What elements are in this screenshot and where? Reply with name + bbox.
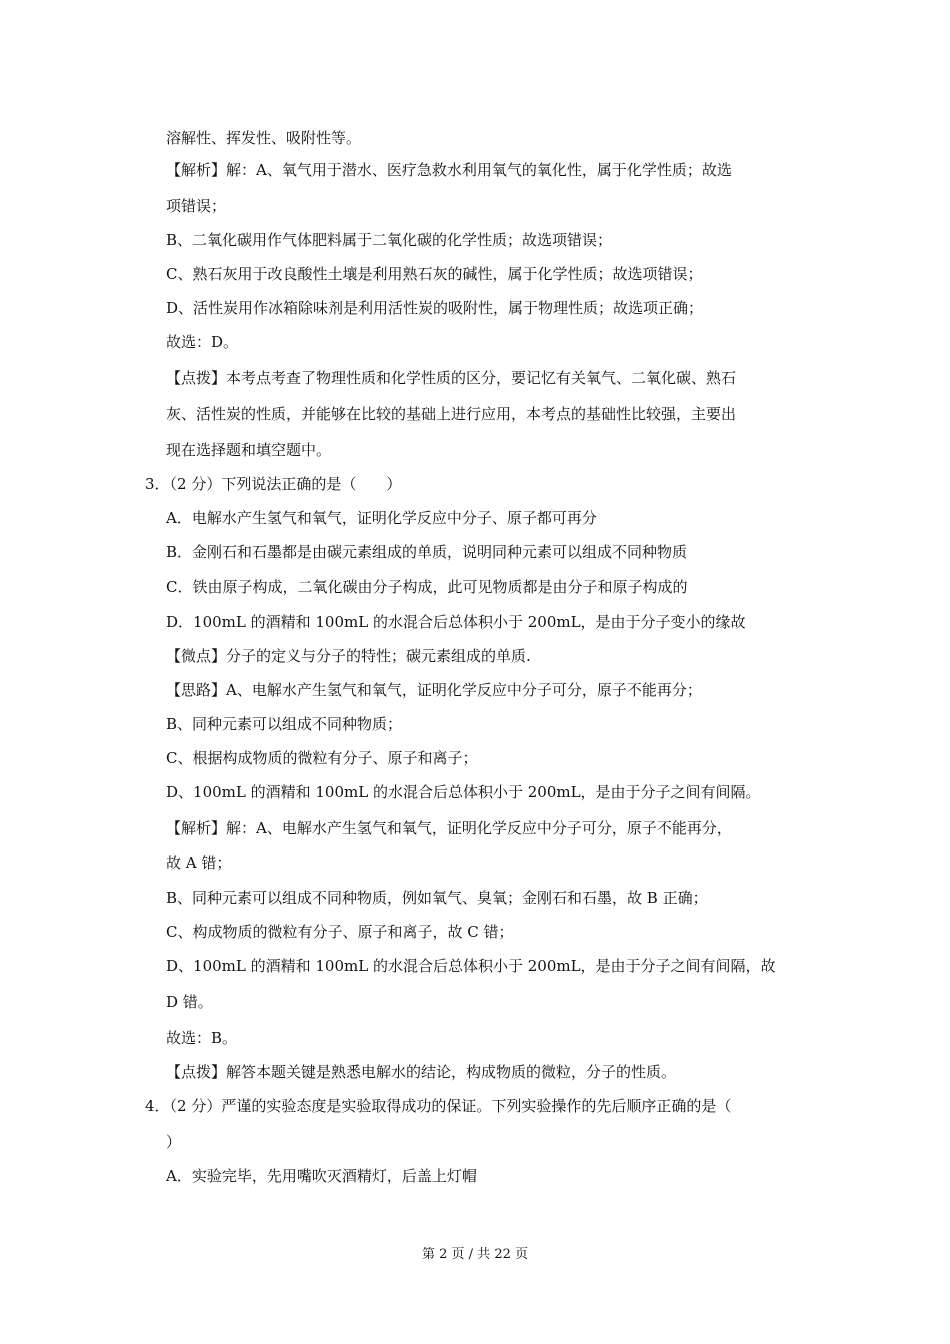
question-4-stem: 4．（2 分）严谨的实验态度是实验取得成功的保证。下列实验操作的先后顺序正确的是（ [145, 1097, 732, 1115]
text-line: D、100mL 的酒精和 100mL 的水混合后总体积小于 200mL，是由于分子之间有间隔，故 [166, 957, 776, 975]
page-footer: 第 2 页 / 共 22 页 [422, 1247, 528, 1262]
text-line: 项错误； [166, 197, 227, 215]
option-a: A．电解水产生氢气和氧气，证明化学反应中分子、原子都可再分 [166, 509, 597, 527]
text-line: D、活性炭用作冰箱除味剂是利用活性炭的吸附性，属于物理性质；故选项正确； [166, 299, 704, 317]
text-line: 【点拨】解答本题关键是熟悉电解水的结论，构成物质的微粒，分子的性质。 [166, 1063, 677, 1081]
text-line: D、100mL 的酒精和 100mL 的水混合后总体积小于 200mL，是由于分子之间有间隔。 [166, 783, 761, 801]
text-line: B、同种元素可以组成不同种物质，例如氧气、臭氧；金刚石和石墨，故 B 正确； [166, 889, 708, 907]
option-b: B．金刚石和石墨都是由碳元素组成的单质，说明同种元素可以组成不同种物质 [166, 543, 688, 561]
option-c: C．铁由原子构成，二氧化碳由分子构成，此可见物质都是由分子和原子构成的 [166, 578, 688, 596]
option-a: A．实验完毕，先用嘴吹灭酒精灯，后盖上灯帽 [166, 1167, 477, 1185]
text-line: B、同种元素可以组成不同种物质； [166, 715, 403, 733]
text-line: 【解析】解：A、氧气用于潜水、医疗急救水利用氧气的氧化性，属于化学性质；故选 [166, 161, 732, 179]
text-line: 【微点】分子的定义与分子的特性；碳元素组成的单质. [166, 647, 531, 665]
text-line: C、构成物质的微粒有分子、原子和离子，故 C 错； [166, 923, 514, 941]
text-line: B、二氧化碳用作气体肥料属于二氧化碳的化学性质；故选项错误； [166, 231, 613, 249]
text-line: C、熟石灰用于改良酸性土壤是利用熟石灰的碱性，属于化学性质；故选项错误； [166, 265, 703, 283]
text-line: 故 A 错； [166, 854, 232, 872]
text-line: 溶解性、挥发性、吸附性等。 [166, 129, 362, 147]
option-d: D．100mL 的酒精和 100mL 的水混合后总体积小于 200mL，是由于分子变小的缘故 [166, 613, 746, 631]
text-line: 现在选择题和填空题中。 [166, 441, 332, 459]
text-line: 故选：B。 [166, 1029, 238, 1047]
text-line: 灰、活性炭的性质，并能够在比较的基础上进行应用，本考点的基础性比较强，主要出 [166, 405, 737, 423]
question-3-stem: 3．（2 分）下列说法正确的是（ ） [145, 475, 402, 493]
text-line: ） [166, 1133, 182, 1151]
text-line: D 错。 [166, 993, 213, 1011]
text-line: 【思路】A、电解水产生氢气和氧气，证明化学反应中分子可分，原子不能再分； [166, 681, 702, 699]
text-line: 【解析】解：A、电解水产生氢气和氧气，证明化学反应中分子可分，原子不能再分， [166, 819, 732, 837]
text-line: C、根据构成物质的微粒有分子、原子和离子； [166, 749, 478, 767]
text-line: 【点拨】本考点考查了物理性质和化学性质的区分，要记忆有关氧气、二氧化碳、熟石 [166, 369, 737, 387]
text-line: 故选：D。 [166, 333, 239, 351]
